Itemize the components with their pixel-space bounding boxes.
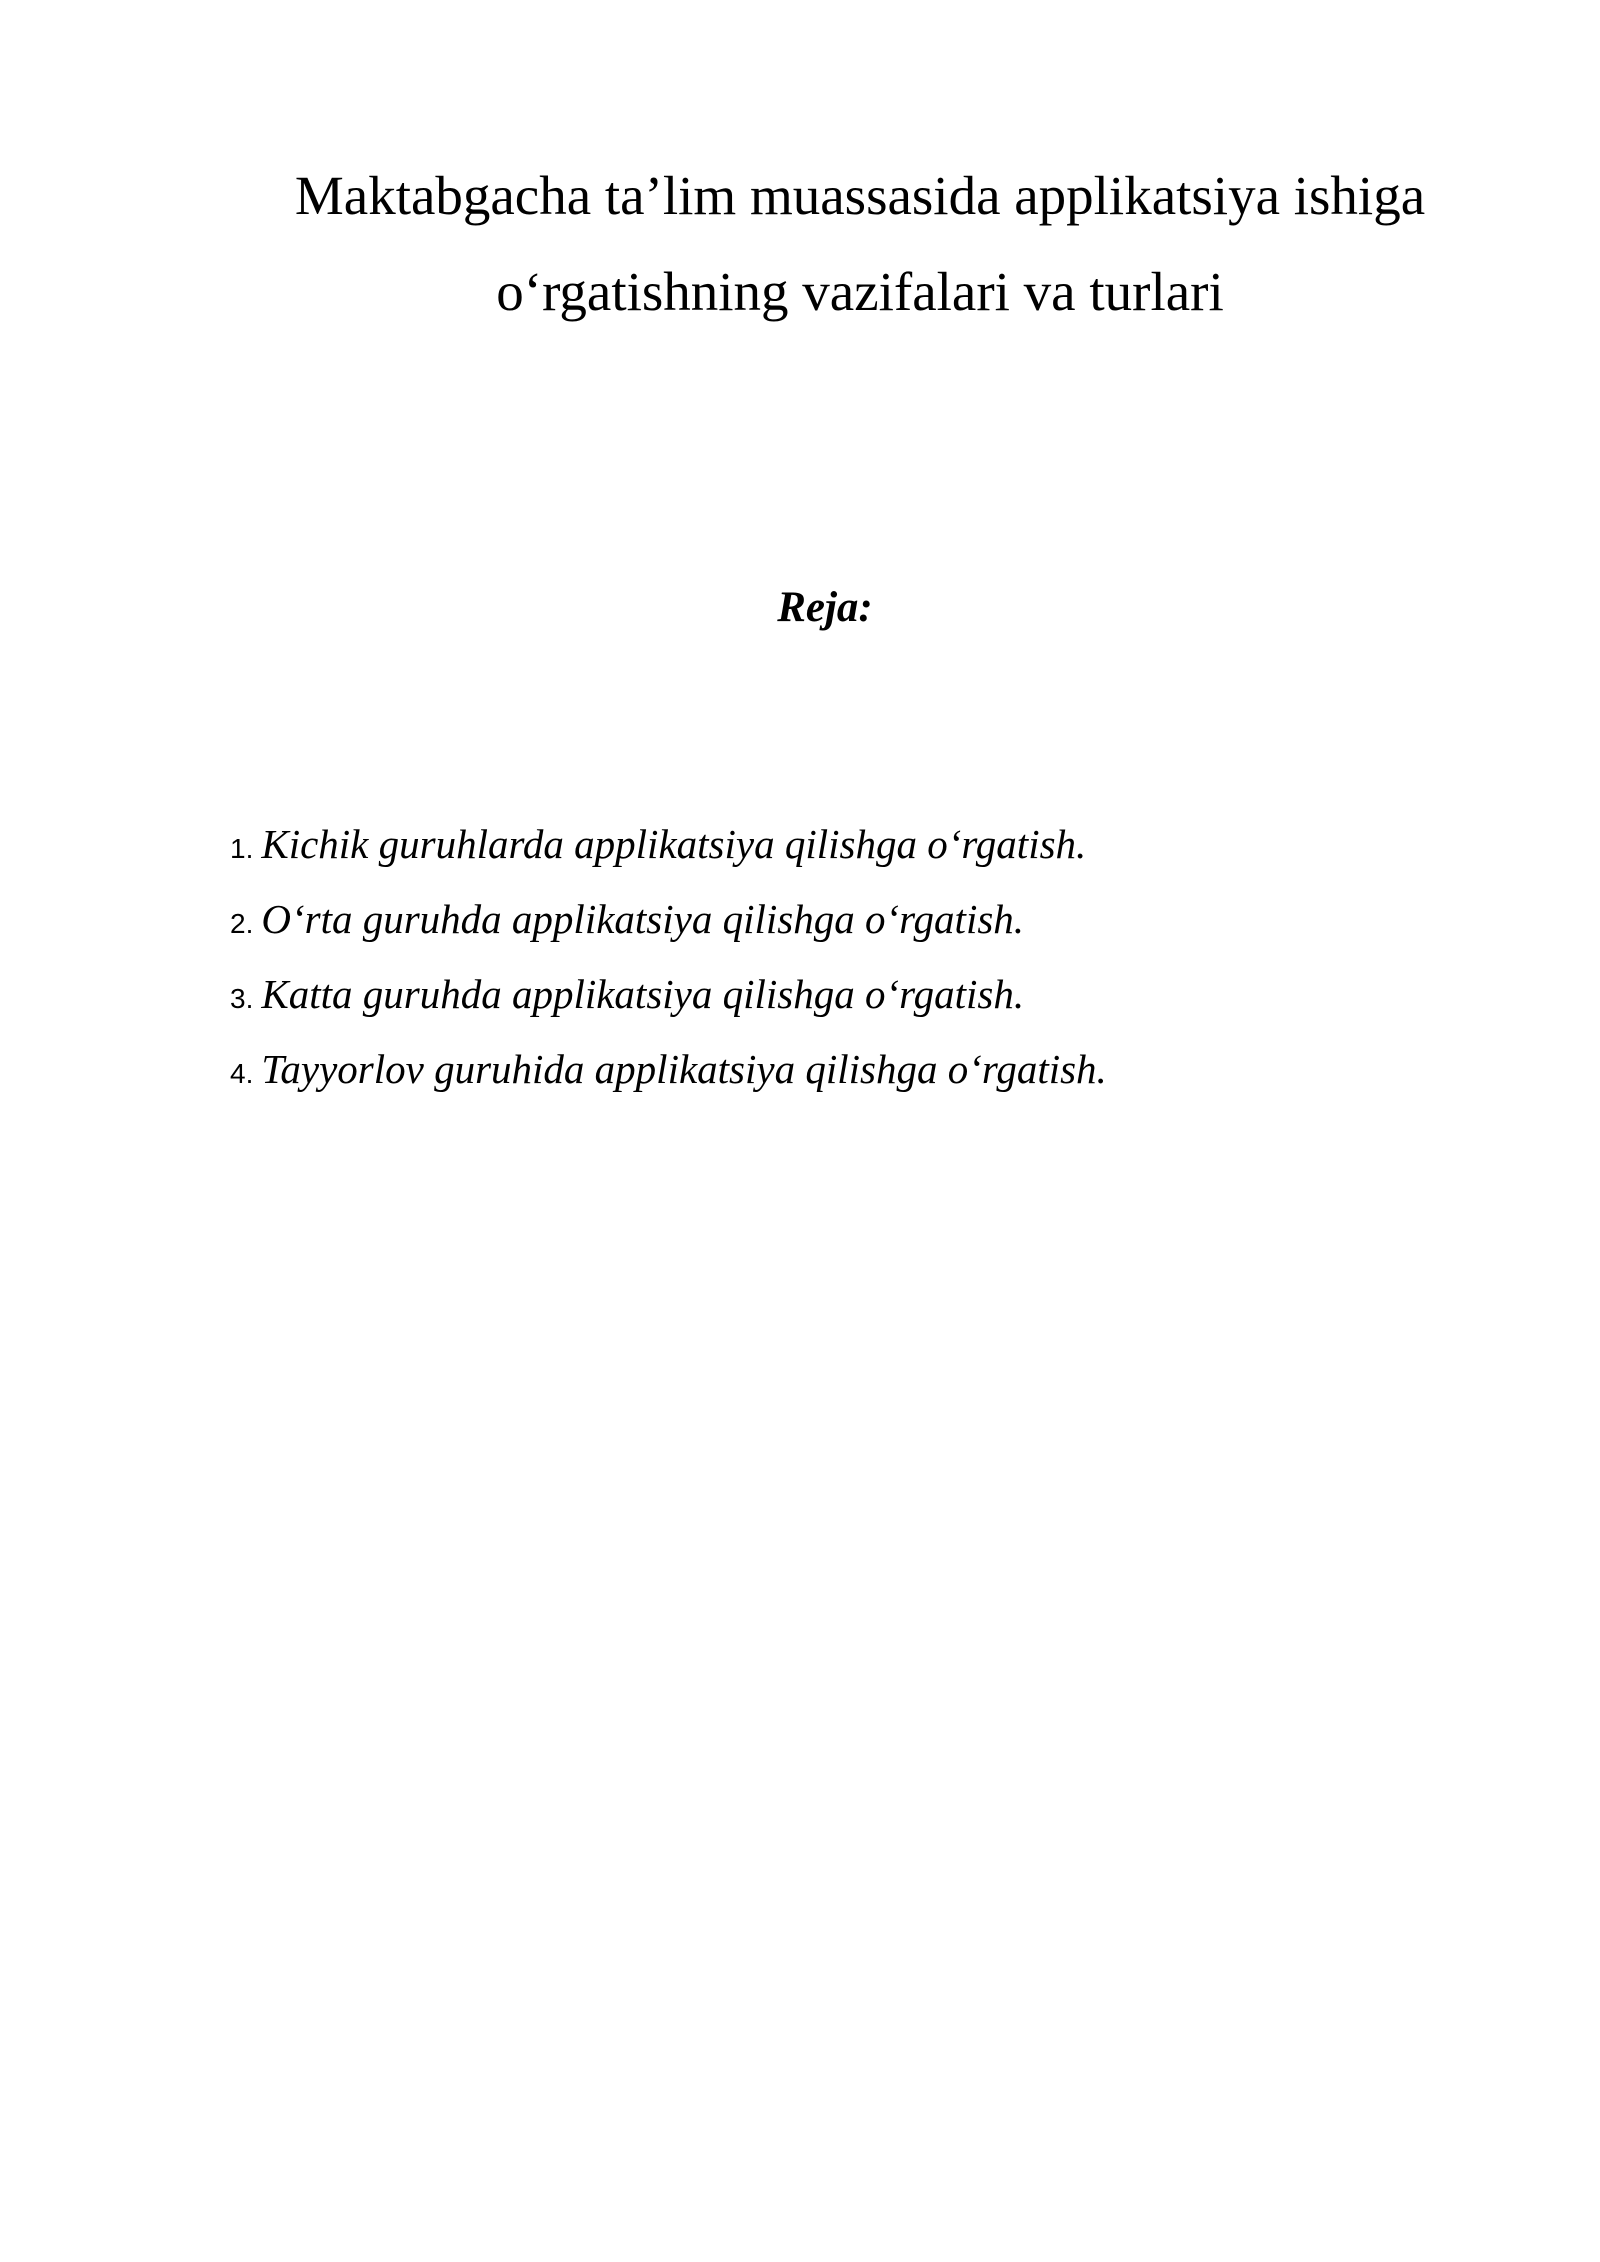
- plan-heading: Reja:: [777, 584, 873, 631]
- list-item-number: 3.: [230, 983, 254, 1014]
- list-item-text: Kichik guruhlarda applikatsiya qilishga o‘rgatish.: [261, 821, 1087, 867]
- list-item: [230, 1045, 1107, 1120]
- list-item-text: Tayyorlov guruhida applikatsiya qilishga o‘rgatish.: [261, 1046, 1107, 1092]
- title-line: Maktabgacha ta’lim muassasida applikatsiya ishiga: [294, 165, 1426, 226]
- list-item-number: 2.: [230, 908, 254, 939]
- list-item-text: Katta guruhda applikatsiya qilishga o‘rgatish.: [261, 971, 1025, 1017]
- list-item-text: O‘rta guruhda applikatsiya qilishga o‘rgatish.: [261, 896, 1025, 942]
- list-item: [230, 895, 1107, 970]
- plan-list: [230, 820, 1107, 1120]
- title-line: o‘rgatishning vazifalari va turlari: [496, 261, 1224, 322]
- list-item: [230, 820, 1107, 895]
- document-title: [225, 148, 1495, 340]
- list-item-number: 1.: [230, 833, 254, 864]
- list-item: [230, 970, 1107, 1045]
- list-item-number: 4.: [230, 1058, 254, 1089]
